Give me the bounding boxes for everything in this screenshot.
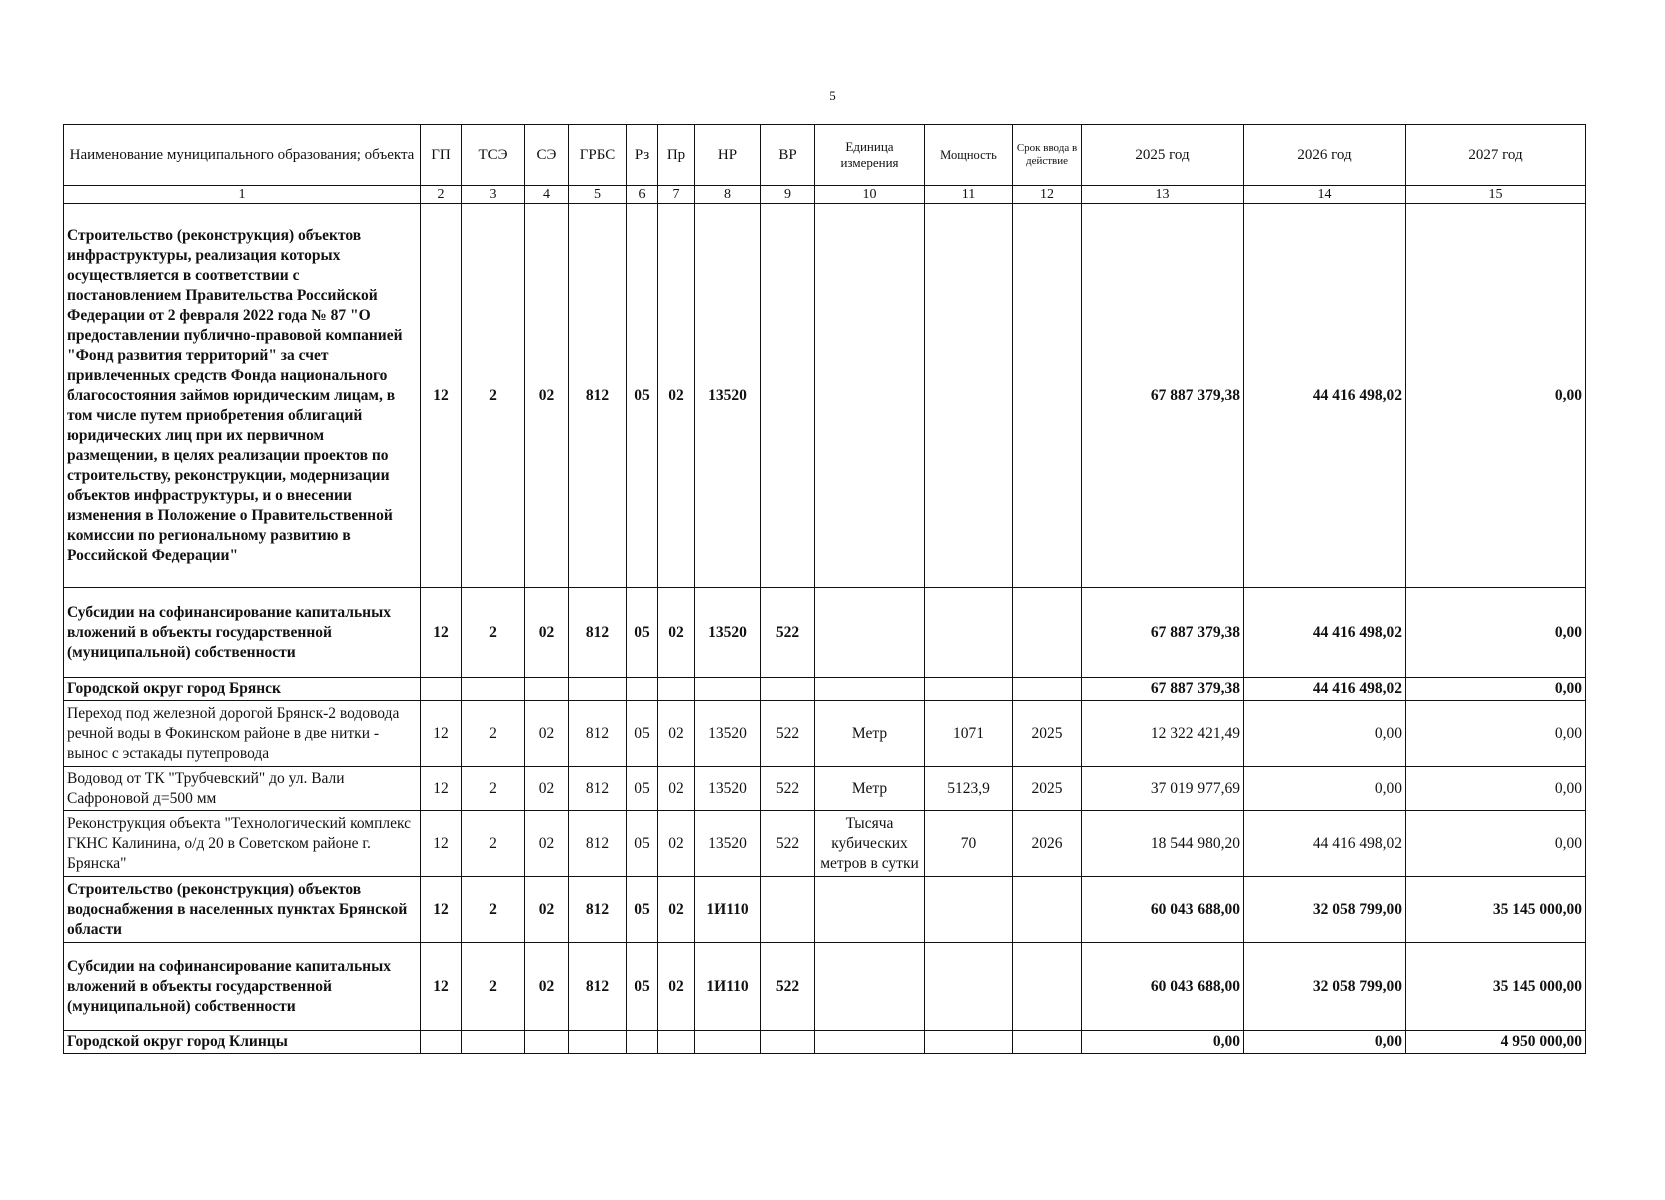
- vr-cell: 522: [761, 701, 815, 767]
- term-cell: 2025: [1013, 767, 1082, 811]
- unit-cell: [815, 1031, 925, 1054]
- object-name: Городской округ город Брянск: [64, 678, 421, 701]
- object-name: Городской округ город Клинцы: [64, 1031, 421, 1054]
- grbs-cell: 812: [569, 811, 627, 877]
- table-row: [64, 678, 1586, 701]
- column-number: 5: [569, 186, 627, 204]
- tse-cell: 2: [462, 767, 525, 811]
- rz-cell: 05: [627, 204, 658, 588]
- se-cell: [525, 678, 569, 701]
- amount-2025: 37 019 977,69: [1082, 767, 1244, 811]
- gp-cell: 12: [421, 588, 462, 678]
- amount-2026: 44 416 498,02: [1244, 204, 1406, 588]
- tse-cell: 2: [462, 588, 525, 678]
- amount-2025: 67 887 379,38: [1082, 678, 1244, 701]
- nr-cell: 13520: [695, 701, 761, 767]
- unit-cell: [815, 943, 925, 1031]
- grbs-cell: 812: [569, 767, 627, 811]
- vr-cell: 522: [761, 943, 815, 1031]
- table-row: [64, 767, 1586, 811]
- tse-cell: [462, 678, 525, 701]
- amount-2026: 32 058 799,00: [1244, 943, 1406, 1031]
- gp-cell: 12: [421, 943, 462, 1031]
- capacity-cell: [925, 678, 1013, 701]
- column-number-row: [64, 186, 1586, 204]
- table-row: [64, 588, 1586, 678]
- term-cell: [1013, 588, 1082, 678]
- amount-2027: 0,00: [1406, 811, 1586, 877]
- pr-cell: [658, 1031, 695, 1054]
- rz-cell: 05: [627, 767, 658, 811]
- tse-cell: 2: [462, 811, 525, 877]
- column-number: 4: [525, 186, 569, 204]
- column-number: 2: [421, 186, 462, 204]
- header-cell: СЭ: [525, 125, 569, 186]
- amount-2027: 0,00: [1406, 204, 1586, 588]
- gp-cell: 12: [421, 204, 462, 588]
- amount-2026: 0,00: [1244, 767, 1406, 811]
- term-cell: [1013, 943, 1082, 1031]
- column-number: 3: [462, 186, 525, 204]
- column-number: 14: [1244, 186, 1406, 204]
- rz-cell: 05: [627, 701, 658, 767]
- capacity-cell: 5123,9: [925, 767, 1013, 811]
- vr-cell: 522: [761, 811, 815, 877]
- term-cell: 2026: [1013, 811, 1082, 877]
- column-number: 9: [761, 186, 815, 204]
- amount-2025: 12 322 421,49: [1082, 701, 1244, 767]
- vr-cell: 522: [761, 588, 815, 678]
- rz-cell: 05: [627, 943, 658, 1031]
- amount-2026: 44 416 498,02: [1244, 811, 1406, 877]
- object-name: Переход под железной дорогой Брянск-2 водовода речной воды в Фокинском районе в две нитки - вынос с эстакады путепровода: [64, 701, 421, 767]
- header-cell: 2027 год: [1406, 125, 1586, 186]
- header-cell: НР: [695, 125, 761, 186]
- capacity-cell: 70: [925, 811, 1013, 877]
- rz-cell: 05: [627, 877, 658, 943]
- pr-cell: 02: [658, 811, 695, 877]
- header-cell: ВР: [761, 125, 815, 186]
- rz-cell: [627, 678, 658, 701]
- header-cell: Мощность: [925, 125, 1013, 186]
- column-number: 1: [64, 186, 421, 204]
- pr-cell: 02: [658, 701, 695, 767]
- grbs-cell: 812: [569, 204, 627, 588]
- pr-cell: 02: [658, 588, 695, 678]
- nr-cell: [695, 678, 761, 701]
- vr-cell: [761, 877, 815, 943]
- amount-2027: 0,00: [1406, 701, 1586, 767]
- header-cell: ГРБС: [569, 125, 627, 186]
- table-row: [64, 204, 1586, 588]
- se-cell: 02: [525, 701, 569, 767]
- vr-cell: [761, 204, 815, 588]
- grbs-cell: 812: [569, 877, 627, 943]
- amount-2027: 0,00: [1406, 767, 1586, 811]
- unit-cell: Метр: [815, 701, 925, 767]
- amount-2026: 44 416 498,02: [1244, 588, 1406, 678]
- term-cell: [1013, 1031, 1082, 1054]
- capacity-cell: [925, 1031, 1013, 1054]
- table-row: [64, 877, 1586, 943]
- gp-cell: [421, 678, 462, 701]
- term-cell: [1013, 678, 1082, 701]
- unit-cell: [815, 204, 925, 588]
- object-name: Субсидии на софинансирование капитальных вложений в объекты государственной (муниципальной) собственности: [64, 943, 421, 1031]
- capacity-cell: [925, 204, 1013, 588]
- object-name: Строительство (реконструкция) объектов инфраструктуры, реализация которых осуществляется в соответствии с постановлением Правительства Российской Федерации от 2 февраля 2022 года № 87 "О предоставлении публично-правовой компанией "Фонд развития территорий" за счет привлеченных средств Фонда национального благосостояния займов юридическим лицам, в том числе путем приобретения облигаций юридических лиц при их первичном размещении, в целях реализации проектов по строительству, реконструкции, модернизации объектов инфраструктуры, и о внесении изменения в Положение о Правительственной комиссии по региональному развитию в Российской Федерации": [64, 204, 421, 588]
- nr-cell: 13520: [695, 588, 761, 678]
- rz-cell: 05: [627, 588, 658, 678]
- column-number: 15: [1406, 186, 1586, 204]
- nr-cell: 13520: [695, 767, 761, 811]
- header-cell: Срок ввода в действие: [1013, 125, 1082, 186]
- table-row: [64, 701, 1586, 767]
- table-row: [64, 943, 1586, 1031]
- column-number: 8: [695, 186, 761, 204]
- unit-cell: [815, 877, 925, 943]
- header-cell: Рз: [627, 125, 658, 186]
- se-cell: 02: [525, 767, 569, 811]
- grbs-cell: [569, 678, 627, 701]
- term-cell: [1013, 204, 1082, 588]
- pr-cell: 02: [658, 877, 695, 943]
- amount-2027: 0,00: [1406, 588, 1586, 678]
- amount-2025: 18 544 980,20: [1082, 811, 1244, 877]
- amount-2026: 44 416 498,02: [1244, 678, 1406, 701]
- header-cell: 2025 год: [1082, 125, 1244, 186]
- object-name: Строительство (реконструкция) объектов водоснабжения в населенных пунктах Брянской области: [64, 877, 421, 943]
- rz-cell: [627, 1031, 658, 1054]
- budget-table: [63, 124, 1586, 1054]
- pr-cell: [658, 678, 695, 701]
- grbs-cell: [569, 1031, 627, 1054]
- header-row: [64, 125, 1586, 186]
- header-cell: Пр: [658, 125, 695, 186]
- table-row: [64, 1031, 1586, 1054]
- nr-cell: 13520: [695, 811, 761, 877]
- nr-cell: 1И110: [695, 943, 761, 1031]
- amount-2027: 35 145 000,00: [1406, 943, 1586, 1031]
- pr-cell: 02: [658, 943, 695, 1031]
- se-cell: 02: [525, 588, 569, 678]
- capacity-cell: [925, 943, 1013, 1031]
- header-cell: Единица измерения: [815, 125, 925, 186]
- unit-cell: Тысяча кубических метров в сутки: [815, 811, 925, 877]
- column-number: 7: [658, 186, 695, 204]
- header-cell: Наименование муниципального образования; объекта: [64, 125, 421, 186]
- grbs-cell: 812: [569, 943, 627, 1031]
- se-cell: [525, 1031, 569, 1054]
- object-name: Водовод от ТК "Трубчевский" до ул. Вали Сафроновой д=500 мм: [64, 767, 421, 811]
- pr-cell: 02: [658, 767, 695, 811]
- nr-cell: 13520: [695, 204, 761, 588]
- tse-cell: 2: [462, 701, 525, 767]
- capacity-cell: 1071: [925, 701, 1013, 767]
- unit-cell: [815, 678, 925, 701]
- table-row: [64, 811, 1586, 877]
- term-cell: [1013, 877, 1082, 943]
- unit-cell: Метр: [815, 767, 925, 811]
- tse-cell: 2: [462, 877, 525, 943]
- amount-2027: 35 145 000,00: [1406, 877, 1586, 943]
- gp-cell: [421, 1031, 462, 1054]
- vr-cell: [761, 678, 815, 701]
- amount-2025: 60 043 688,00: [1082, 943, 1244, 1031]
- amount-2025: 67 887 379,38: [1082, 588, 1244, 678]
- tse-cell: [462, 1031, 525, 1054]
- rz-cell: 05: [627, 811, 658, 877]
- header-cell: ТСЭ: [462, 125, 525, 186]
- column-number: 11: [925, 186, 1013, 204]
- header-cell: ГП: [421, 125, 462, 186]
- vr-cell: 522: [761, 767, 815, 811]
- vr-cell: [761, 1031, 815, 1054]
- object-name: Реконструкция объекта "Технологический комплекс ГКНС Калинина, о/д 20 в Советском районе г. Брянска": [64, 811, 421, 877]
- se-cell: 02: [525, 811, 569, 877]
- amount-2026: 32 058 799,00: [1244, 877, 1406, 943]
- nr-cell: 1И110: [695, 877, 761, 943]
- se-cell: 02: [525, 204, 569, 588]
- amount-2025: 0,00: [1082, 1031, 1244, 1054]
- capacity-cell: [925, 877, 1013, 943]
- amount-2026: 0,00: [1244, 701, 1406, 767]
- amount-2027: 4 950 000,00: [1406, 1031, 1586, 1054]
- column-number: 12: [1013, 186, 1082, 204]
- capacity-cell: [925, 588, 1013, 678]
- grbs-cell: 812: [569, 701, 627, 767]
- amount-2025: 60 043 688,00: [1082, 877, 1244, 943]
- header-cell: 2026 год: [1244, 125, 1406, 186]
- column-number: 13: [1082, 186, 1244, 204]
- gp-cell: 12: [421, 811, 462, 877]
- term-cell: 2025: [1013, 701, 1082, 767]
- column-number: 6: [627, 186, 658, 204]
- gp-cell: 12: [421, 767, 462, 811]
- se-cell: 02: [525, 943, 569, 1031]
- grbs-cell: 812: [569, 588, 627, 678]
- nr-cell: [695, 1031, 761, 1054]
- pr-cell: 02: [658, 204, 695, 588]
- object-name: Субсидии на софинансирование капитальных вложений в объекты государственной (муниципальной) собственности: [64, 588, 421, 678]
- tse-cell: 2: [462, 943, 525, 1031]
- amount-2027: 0,00: [1406, 678, 1586, 701]
- unit-cell: [815, 588, 925, 678]
- amount-2025: 67 887 379,38: [1082, 204, 1244, 588]
- tse-cell: 2: [462, 204, 525, 588]
- amount-2026: 0,00: [1244, 1031, 1406, 1054]
- gp-cell: 12: [421, 701, 462, 767]
- column-number: 10: [815, 186, 925, 204]
- gp-cell: 12: [421, 877, 462, 943]
- se-cell: 02: [525, 877, 569, 943]
- page-number: 5: [829, 88, 836, 103]
